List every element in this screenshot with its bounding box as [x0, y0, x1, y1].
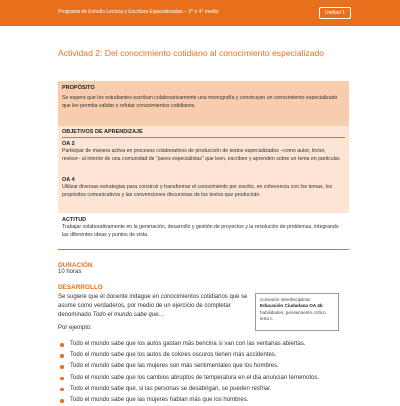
purpose-text: Se espera que los estudiantes escriban colaborativamente una monografía y construyan un conocimiento especializado que les permita validar o refutar conocimientos cotidianos.	[62, 95, 338, 109]
development-heading: DESARROLLO	[58, 284, 103, 291]
list-item	[58, 350, 319, 361]
interdisciplinary-skills: habilidades, pensamiento crítico letra c.	[260, 309, 326, 322]
list-item	[58, 384, 319, 395]
header-bar	[0, 0, 400, 26]
list-item	[58, 373, 319, 384]
list-item	[58, 339, 319, 350]
list-item-text: Todo el mundo sabe que, si las personas se desabrigan, se pueden resfriar.	[70, 385, 272, 392]
attitude-box	[58, 213, 349, 250]
attitude-heading: ACTITUD	[62, 217, 87, 223]
bullet-icon	[60, 354, 64, 358]
list-item	[58, 361, 319, 372]
objectives-heading: OBJETIVOS DE APRENDIZAJE	[62, 129, 143, 135]
development-intro-text: Se sugiere que el docente indague en conocimientos cotidianos que se asume como verdaderos, por medio de un ejercicio de completar denominado	[58, 294, 248, 318]
list-item-text: Todo el mundo sabe que las mujeres hablan más que los hombres.	[70, 396, 249, 403]
bullet-icon	[60, 343, 64, 347]
duration-heading: DURACIÓN	[58, 262, 93, 269]
attitude-text: Trabajar colaborativamente en la generación, desarrollo y gestión de proyectos y la resolución de problemas, integrando las diferentes ideas y puntos de vista.	[62, 224, 339, 238]
oa4-text: Utilizar diversas estrategias para construir y transformar el conocimiento por escrito, en coherencia con los temas, los propósitos comunicativos y las convenciones discursivas de los textos que producirán.	[62, 184, 333, 198]
oa4-code: OA 4	[62, 177, 75, 183]
list-item-text: Todo el mundo sabe que los cambios abruptos de temperatura en el día anuncian terremotos.	[70, 374, 320, 381]
duration-value: 10 horas	[58, 269, 82, 275]
list-item-text: Todo el mundo sabe que los autos de colores oscuros tienen más accidentes.	[70, 352, 277, 359]
interdisciplinary-box	[255, 293, 339, 331]
example-label: Por ejemplo:	[58, 325, 92, 331]
bullet-icon	[60, 377, 64, 381]
purpose-box	[58, 81, 349, 126]
development-intro-emphasis: Todo el mundo sabe que…	[92, 311, 165, 318]
oa2-code: OA 2	[62, 141, 75, 147]
example-list	[58, 339, 319, 406]
objectives-box	[58, 126, 349, 213]
bullet-icon	[60, 399, 64, 403]
development-intro	[58, 293, 248, 319]
program-title: Programa de Estudio Lectura y Escritura Especializadas – 3° o 4° medio	[58, 9, 219, 15]
interdisciplinary-label: Conexión interdisciplinar:	[260, 297, 312, 302]
oa2-text: Participar de manera activa en procesos colaborativos de producción de textos especializados –como autor, lector, revisor– al interior de una comunidad de “pares especialistas” que leen, escriben y aprenden sobre un tema en particular.	[62, 148, 341, 162]
bullet-icon	[60, 365, 64, 369]
purpose-heading: PROPÓSITO	[62, 85, 95, 91]
list-item-text: Todo el mundo sabe que las mujeres son más sentimentales que los hombres.	[70, 363, 279, 370]
list-item	[58, 395, 319, 406]
list-item-text: Todo el mundo sabe que los autos gastan más bencina si van con las ventanas abiertas.	[70, 341, 306, 347]
activity-title: Actividad 2: Del conocimiento cotidiano al conocimiento especializado	[58, 48, 325, 58]
unit-badge: Unidad 1	[319, 7, 351, 19]
objectives-divider	[62, 137, 345, 138]
interdisciplinary-subject: Educación Ciudadana OA 4b	[260, 303, 323, 309]
bullet-icon	[60, 388, 64, 392]
